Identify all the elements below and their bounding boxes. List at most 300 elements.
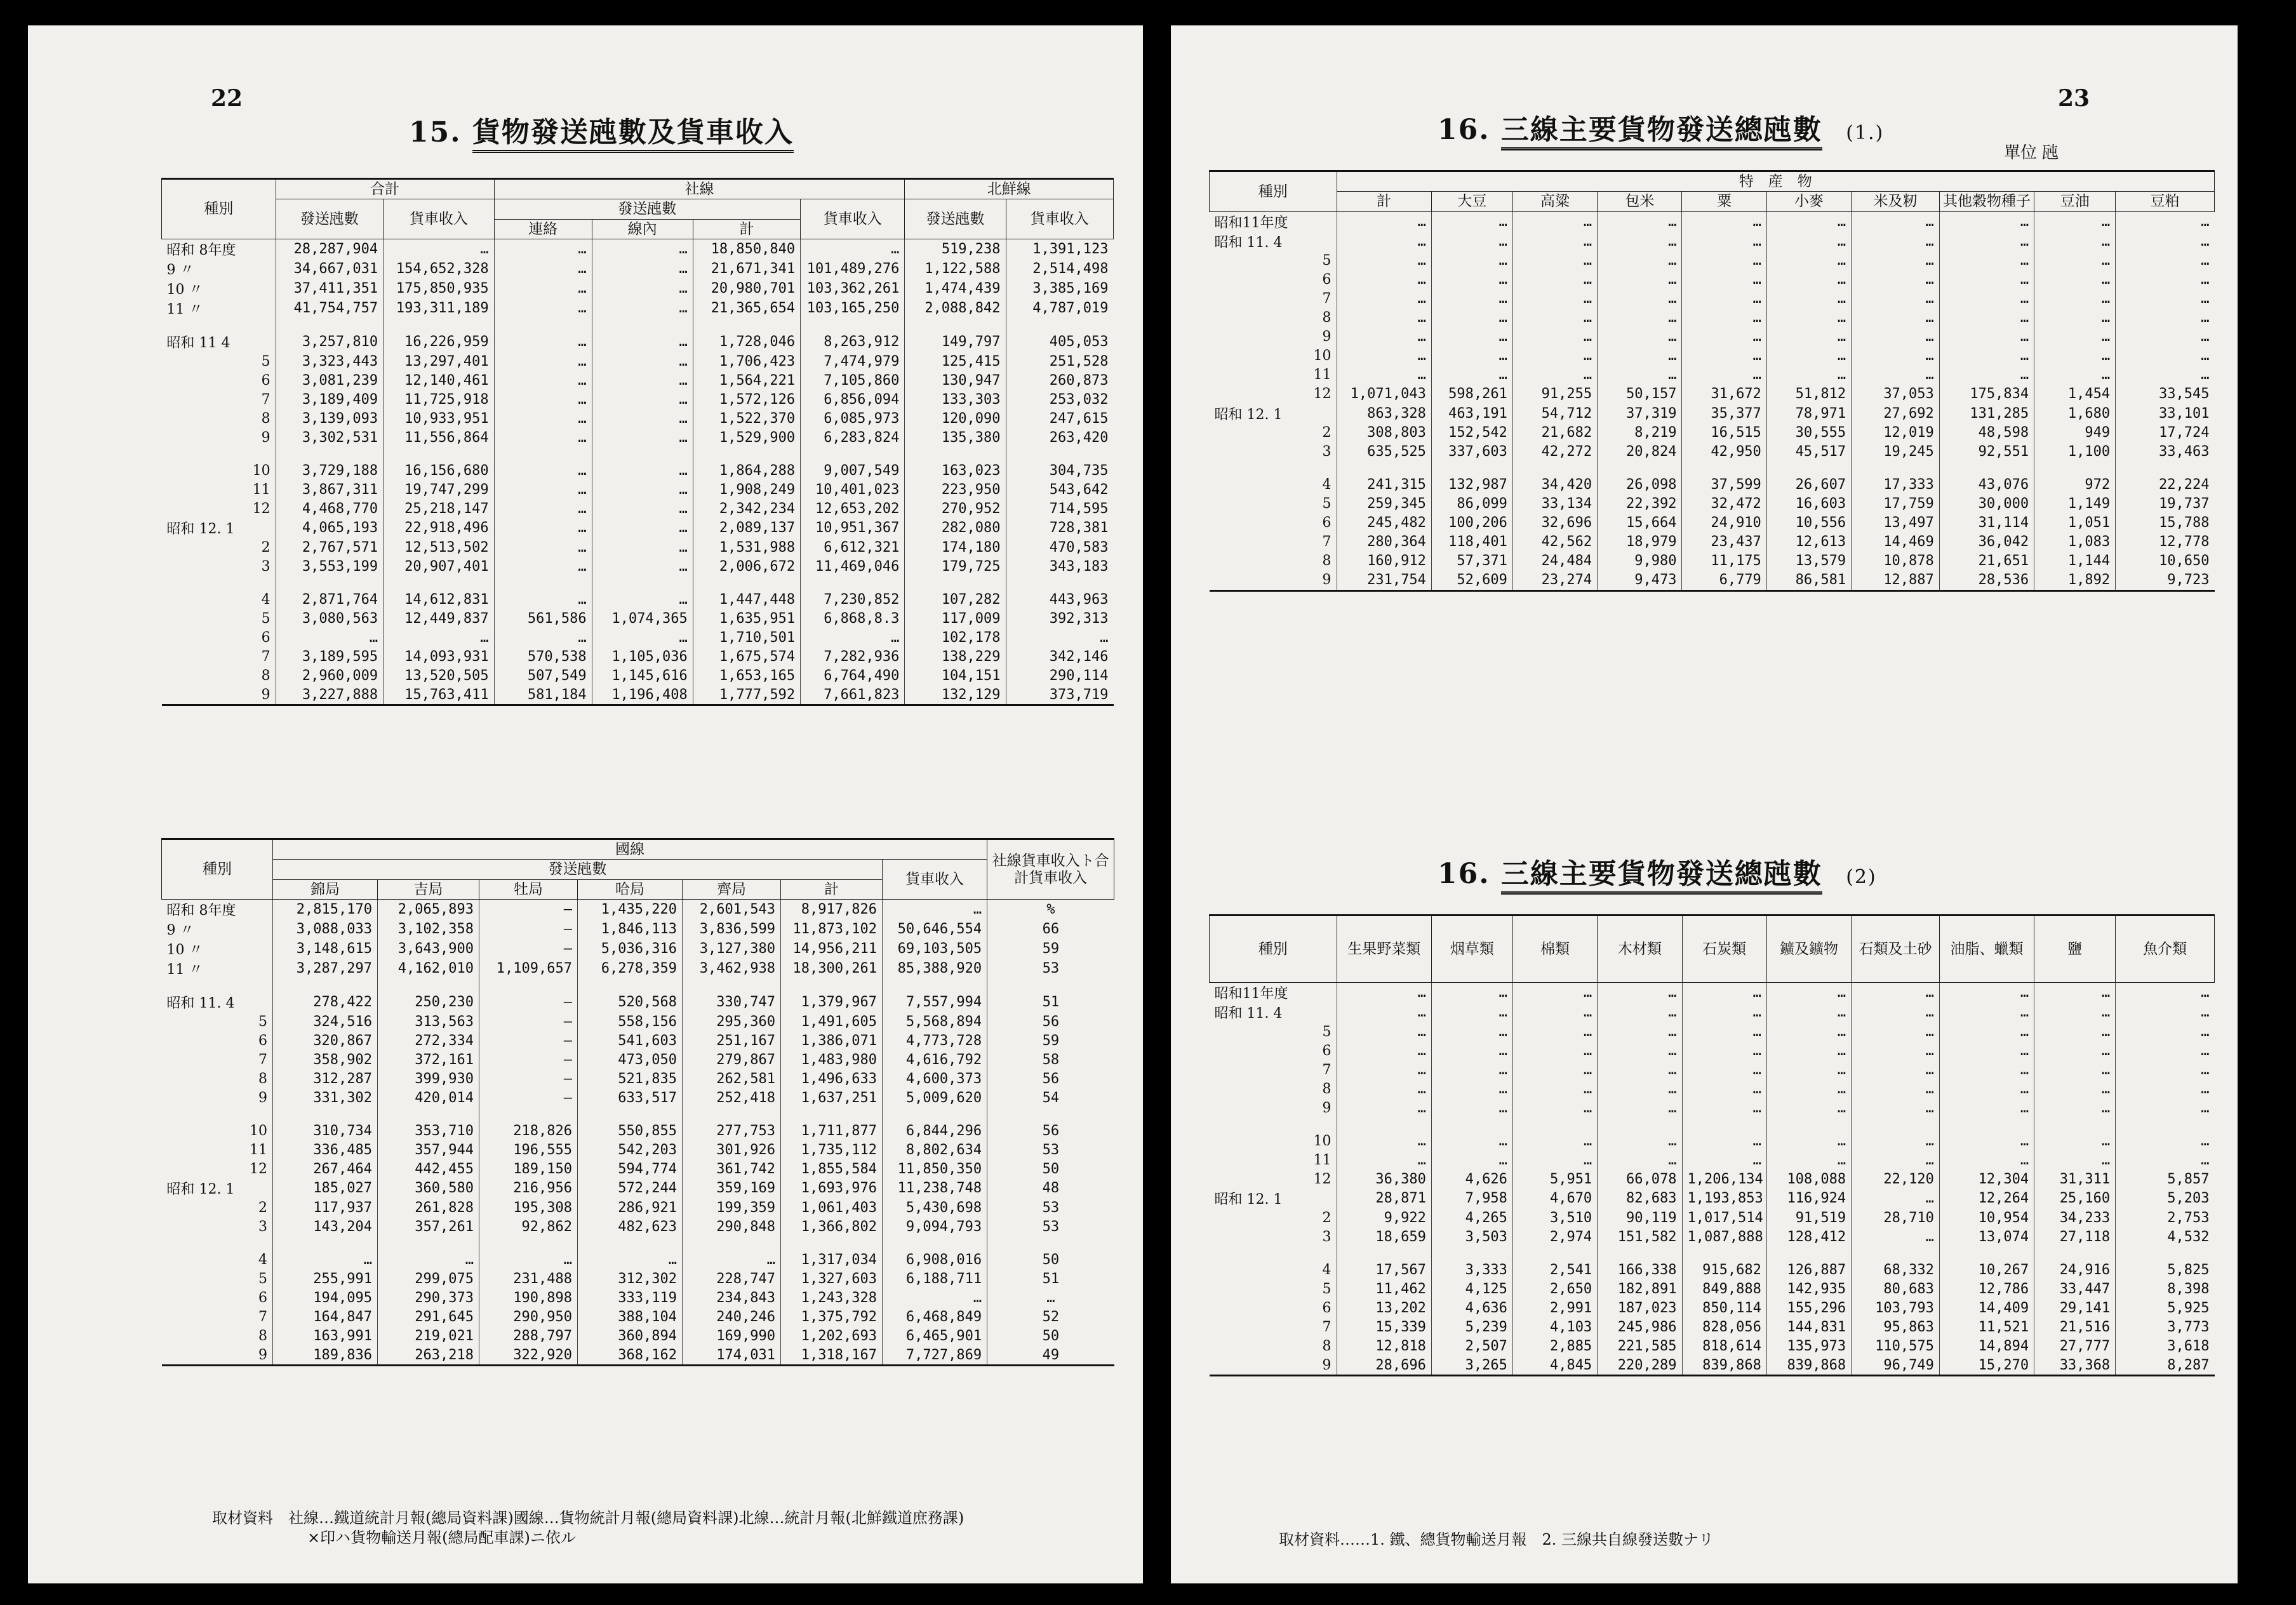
- table-cell: 2,991: [1512, 1298, 1597, 1317]
- table-row: [162, 1269, 1114, 1288]
- table-cell: 9,980: [1598, 552, 1682, 571]
- spacer-cell: [162, 576, 276, 590]
- table-cell: …: [494, 480, 592, 499]
- table15-lower-wrap: [161, 838, 1114, 1366]
- spacer-cell: [494, 576, 592, 590]
- table-cell: …: [2034, 1131, 2116, 1150]
- table-cell: 1,435,220: [578, 900, 683, 920]
- table-row: [1210, 1189, 2215, 1208]
- table-cell: 35,377: [1682, 404, 1766, 423]
- table-row: [1210, 366, 2215, 385]
- table-cell: 125,415: [905, 352, 1006, 371]
- table-row: [1210, 232, 2215, 251]
- table-cell: 126,887: [1766, 1260, 1851, 1279]
- table-cell: …: [2116, 1060, 2215, 1079]
- table-cell: 50,646,554: [883, 919, 987, 939]
- table-row: [162, 1178, 1114, 1198]
- table-row-spacer: [162, 1107, 1114, 1121]
- col-total-dispatch: 發送瓲數: [276, 199, 383, 239]
- table-cell: …: [1682, 347, 1766, 366]
- table-row: [162, 1288, 1114, 1307]
- table-cell: 1,051: [2034, 514, 2116, 533]
- table-cell: …: [592, 409, 693, 428]
- table15-number: 15.: [409, 116, 462, 149]
- table-cell: 388,104: [578, 1307, 683, 1326]
- table-cell: 3,867,311: [276, 480, 383, 499]
- table-cell: 2,514,498: [1006, 259, 1113, 279]
- table-cell: 250,230: [378, 992, 479, 1012]
- table-cell: —: [479, 900, 578, 920]
- table-cell: 4,616,792: [883, 1050, 987, 1069]
- col-company: 社線: [494, 179, 905, 199]
- table-cell: 17,567: [1337, 1260, 1431, 1279]
- table-cell: 231,754: [1337, 571, 1431, 591]
- table-row: [1210, 1317, 2215, 1336]
- table-cell: 13,074: [1939, 1227, 2034, 1246]
- table-cell: 308,803: [1337, 423, 1431, 443]
- table-cell: 251,528: [1006, 352, 1113, 371]
- table-cell: 7,230,852: [801, 590, 905, 609]
- table-cell: 849,888: [1682, 1279, 1766, 1298]
- row-label: 11: [1313, 1152, 1332, 1168]
- table-cell: 15,664: [1598, 514, 1682, 533]
- table-cell: …: [1598, 270, 1682, 290]
- table-cell: 10,401,023: [801, 480, 905, 499]
- table16a: [1209, 170, 2215, 592]
- col-16b-0: 生果野菜類: [1337, 916, 1431, 983]
- table-cell: 3,265: [1431, 1355, 1512, 1376]
- table-cell: …: [1939, 1098, 2034, 1117]
- table-cell: 11,725,918: [384, 390, 495, 409]
- table-cell: 143,204: [273, 1217, 378, 1236]
- table-cell: …: [1766, 309, 1851, 328]
- table-cell: 7,958: [1431, 1189, 1512, 1208]
- table-cell: 132,987: [1431, 476, 1512, 495]
- table-cell: …: [1337, 290, 1431, 309]
- table-cell: …: [1337, 328, 1431, 347]
- table-cell: 6,468,849: [883, 1307, 987, 1326]
- table-cell: …: [494, 518, 592, 538]
- table-cell: …: [1337, 1002, 1431, 1022]
- spacer-cell: [1512, 462, 1597, 476]
- table-cell: 3,333: [1431, 1260, 1512, 1279]
- table-cell: 6,085,973: [801, 409, 905, 428]
- table-cell: …: [1337, 347, 1431, 366]
- table-cell: …: [494, 332, 592, 352]
- table-cell: 3,618: [2116, 1336, 2215, 1355]
- table-row: [162, 518, 1114, 538]
- table-cell: 262,581: [683, 1069, 781, 1088]
- row-label: 9: [162, 685, 276, 705]
- table-cell: 2,065,893: [378, 900, 479, 920]
- table-cell: …: [2034, 1041, 2116, 1060]
- table-cell: 95,863: [1852, 1317, 1940, 1336]
- table-cell: 1,531,988: [693, 538, 800, 557]
- table-cell: 572,244: [578, 1178, 683, 1198]
- table-cell: …: [1682, 366, 1766, 385]
- table-row: [162, 1121, 1114, 1140]
- table-cell: 66,078: [1598, 1169, 1682, 1189]
- table-cell: 1,017,514: [1682, 1208, 1766, 1227]
- table-cell: 149,797: [905, 332, 1006, 352]
- table-cell: …: [1337, 211, 1431, 232]
- spacer-cell: [479, 978, 578, 992]
- table-cell: 331,302: [273, 1088, 378, 1107]
- table-cell: 1,637,251: [781, 1088, 883, 1107]
- table-cell: 3,385,169: [1006, 279, 1113, 298]
- table-cell: 33,134: [1512, 495, 1597, 514]
- table-cell: 18,850,840: [693, 239, 800, 260]
- table-cell: 33,463: [2116, 443, 2215, 462]
- table-cell: …: [1598, 328, 1682, 347]
- table-cell: 51: [987, 992, 1114, 1012]
- table-cell: …: [1682, 232, 1766, 251]
- row-label: 12: [250, 1161, 267, 1177]
- table-cell: 6,856,094: [801, 390, 905, 409]
- table-cell: 216,956: [479, 1178, 578, 1198]
- table-cell: …: [1852, 1022, 1940, 1041]
- table-cell: 4,125: [1431, 1279, 1512, 1298]
- table-cell: …: [1852, 232, 1940, 251]
- row-label: 5: [1322, 1023, 1332, 1040]
- table-cell: 5,825: [2116, 1260, 2215, 1279]
- table-cell: 13,297,401: [384, 352, 495, 371]
- table-cell: 135,380: [905, 428, 1006, 447]
- table-cell: 3,081,239: [276, 371, 383, 390]
- row-label: 昭和11年度: [1214, 215, 1288, 231]
- table15-upper: [161, 178, 1114, 706]
- spacer-cell: [1431, 1246, 1512, 1260]
- table-cell: 142,935: [1766, 1279, 1851, 1298]
- table-cell: 3,510: [1512, 1208, 1597, 1227]
- table-cell: 27,692: [1852, 404, 1940, 423]
- table-cell: 11,469,046: [801, 557, 905, 576]
- table-cell: 32,696: [1512, 514, 1597, 533]
- table-cell: 69,103,505: [883, 939, 987, 959]
- table-cell: 312,287: [273, 1069, 378, 1088]
- table-cell: 336,485: [273, 1140, 378, 1159]
- row-label: 7: [258, 1309, 267, 1325]
- table-cell: 1,635,951: [693, 609, 800, 628]
- table-cell: 2,885: [1512, 1336, 1597, 1355]
- row-label: 9 〃: [166, 922, 194, 939]
- table-row-spacer: [162, 447, 1114, 461]
- spacer-cell: [1682, 1246, 1766, 1260]
- col-16b-9: 魚介類: [2116, 916, 2215, 983]
- table-cell: 22,224: [2116, 476, 2215, 495]
- table-cell: 353,710: [378, 1121, 479, 1140]
- table-cell: 59: [987, 1031, 1114, 1050]
- row-label: 7: [1322, 1062, 1332, 1078]
- spacer-cell: [592, 576, 693, 590]
- row-label: 昭和 11. 4: [1214, 1006, 1283, 1022]
- table-cell: 241,315: [1337, 476, 1431, 495]
- table-cell: 2,088,842: [905, 298, 1006, 318]
- table-row: [162, 259, 1114, 279]
- table-cell: 272,334: [378, 1031, 479, 1050]
- table-cell: 594,774: [578, 1159, 683, 1178]
- right-page: [1171, 25, 2238, 1583]
- table-cell: 1,564,221: [693, 371, 800, 390]
- table-cell: 633,517: [578, 1088, 683, 1107]
- table-cell: …: [1337, 1098, 1431, 1117]
- table-cell: —: [479, 1050, 578, 1069]
- table16a-title-text: 三線主要貨物發送總瓲數: [1501, 114, 1822, 150]
- table-row: [162, 499, 1114, 518]
- table-cell: 234,843: [683, 1288, 781, 1307]
- row-label: 11 〃: [166, 962, 203, 978]
- table-cell: …: [1766, 366, 1851, 385]
- table-row: [1210, 1060, 2215, 1079]
- spacer-cell: [1210, 462, 1337, 476]
- table-cell: 16,156,680: [384, 461, 495, 480]
- col-harbin: 哈局: [578, 879, 683, 899]
- table-row: [162, 666, 1114, 685]
- table-cell: …: [1598, 251, 1682, 270]
- table-cell: …: [1431, 309, 1512, 328]
- table-cell: 196,555: [479, 1140, 578, 1159]
- table-cell: 96,749: [1852, 1355, 1940, 1376]
- table-row: [162, 1088, 1114, 1107]
- table-cell: …: [2116, 1041, 2215, 1060]
- table-row: [162, 557, 1114, 576]
- table-cell: 51,812: [1766, 385, 1851, 404]
- spacer-cell: [384, 318, 495, 332]
- table-row: [1210, 552, 2215, 571]
- table-cell: 260,873: [1006, 371, 1113, 390]
- spacer-cell: [276, 447, 383, 461]
- table-cell: …: [1682, 1022, 1766, 1041]
- table-row: [162, 919, 1114, 939]
- table-cell: 220,289: [1598, 1355, 1682, 1376]
- table-cell: 949: [2034, 423, 2116, 443]
- table-cell: 48: [987, 1178, 1114, 1198]
- table-cell: 33,545: [2116, 385, 2215, 404]
- table16a-title: [1438, 107, 1884, 147]
- table-cell: 245,482: [1337, 514, 1431, 533]
- table-row: [1210, 1131, 2215, 1150]
- row-label: 6: [1322, 1300, 1332, 1316]
- table-cell: 1,083: [2034, 533, 2116, 552]
- table-cell: 442,455: [378, 1159, 479, 1178]
- col-national: 國線: [273, 839, 987, 860]
- table-cell: 31,114: [1939, 514, 2034, 533]
- spacer-cell: [905, 576, 1006, 590]
- spacer-cell: [987, 978, 1114, 992]
- table-cell: …: [2116, 290, 2215, 309]
- table-cell: 91,255: [1512, 385, 1597, 404]
- table-cell: 34,233: [2034, 1208, 2116, 1227]
- table-cell: 399,930: [378, 1069, 479, 1088]
- table-cell: 5,430,698: [883, 1198, 987, 1217]
- table-cell: 54,712: [1512, 404, 1597, 423]
- table-cell: 155,296: [1766, 1298, 1851, 1317]
- table-cell: …: [592, 371, 693, 390]
- table-cell: 31,311: [2034, 1169, 2116, 1189]
- table-cell: 1,386,071: [781, 1031, 883, 1050]
- table-cell: 3,462,938: [683, 959, 781, 978]
- table-cell: 373,719: [1006, 685, 1113, 705]
- table-cell: 13,520,505: [384, 666, 495, 685]
- table-cell: 473,050: [578, 1050, 683, 1069]
- table-cell: 17,724: [2116, 423, 2215, 443]
- table-cell: …: [1337, 1079, 1431, 1098]
- table-cell: 12,778: [2116, 533, 2215, 552]
- col-kind-lower: 種別: [162, 839, 273, 900]
- table-cell: 1,693,976: [781, 1178, 883, 1198]
- table-cell: 41,754,757: [276, 298, 383, 318]
- spacer-cell: [578, 978, 683, 992]
- table-cell: 1,491,605: [781, 1012, 883, 1031]
- row-label: 8: [261, 667, 270, 684]
- table-cell: …: [1431, 211, 1512, 232]
- table-cell: 322,920: [479, 1345, 578, 1366]
- spacer-cell: [801, 318, 905, 332]
- table-cell: 12,304: [1939, 1169, 2034, 1189]
- table-cell: 1,855,584: [781, 1159, 883, 1178]
- table-cell: 195,308: [479, 1198, 578, 1217]
- row-label: 11 〃: [166, 302, 203, 318]
- row-label: 7: [1322, 534, 1332, 550]
- table-cell: 19,737: [2116, 495, 2215, 514]
- col-16a-8: 豆油: [2034, 192, 2116, 211]
- row-label: 9: [1210, 571, 1337, 591]
- spacer-cell: [2116, 1117, 2215, 1131]
- table-cell: …: [2116, 211, 2215, 232]
- spacer-cell: [987, 1107, 1114, 1121]
- table-cell: …: [2034, 1022, 2116, 1041]
- table-cell: 6,278,359: [578, 959, 683, 978]
- spacer-cell: [1006, 318, 1113, 332]
- row-label: 11: [252, 481, 270, 498]
- table-row: [1210, 385, 2215, 404]
- spacer-cell: [1337, 1117, 1431, 1131]
- col-16a-0: 計: [1337, 192, 1431, 211]
- table-cell: 15,270: [1939, 1355, 2034, 1376]
- table-cell: 187,023: [1598, 1298, 1682, 1317]
- row-label: 9: [1322, 329, 1332, 345]
- row-label: 昭和11年度: [1214, 986, 1288, 1002]
- table-cell: 52,609: [1431, 571, 1512, 591]
- table-cell: 330,747: [683, 992, 781, 1012]
- table-row: [162, 609, 1114, 628]
- table-cell: 45,517: [1766, 443, 1851, 462]
- table-cell: …: [592, 480, 693, 499]
- table-cell: 4,103: [1512, 1317, 1597, 1336]
- table-cell: 470,583: [1006, 538, 1113, 557]
- row-label: 11: [250, 1142, 267, 1158]
- table-cell: …: [1939, 1131, 2034, 1150]
- table-cell: 2,006,672: [693, 557, 800, 576]
- spacer-cell: [378, 1107, 479, 1121]
- table-cell: …: [378, 1250, 479, 1269]
- table-cell: 48,598: [1939, 423, 2034, 443]
- table-cell: …: [1512, 1150, 1597, 1169]
- table-cell: 43,076: [1939, 476, 2034, 495]
- table-cell: …: [1682, 211, 1766, 232]
- table15-upper-body: [162, 239, 1114, 705]
- table-cell: …: [1598, 1041, 1682, 1060]
- table-cell: 4,787,019: [1006, 298, 1113, 318]
- spacer-cell: [276, 576, 383, 590]
- table-cell: …: [1512, 347, 1597, 366]
- table-cell: 27,777: [2034, 1336, 2116, 1355]
- table-cell: 839,868: [1682, 1355, 1766, 1376]
- table-cell: 9,473: [1598, 571, 1682, 591]
- spacer-cell: [683, 1236, 781, 1250]
- col-16b-1: 烟草類: [1431, 916, 1512, 983]
- table-cell: 34,667,031: [276, 259, 383, 279]
- table-cell: 6,188,711: [883, 1269, 987, 1288]
- table-cell: 2,815,170: [273, 900, 378, 920]
- table-cell: 116,924: [1766, 1189, 1851, 1208]
- table-cell: …: [494, 428, 592, 447]
- table-cell: 163,023: [905, 461, 1006, 480]
- table-cell: …: [1766, 251, 1851, 270]
- table-cell: …: [1852, 1079, 1940, 1098]
- spacer-cell: [276, 318, 383, 332]
- table-cell: …: [592, 628, 693, 647]
- table-cell: …: [1852, 1150, 1940, 1169]
- table-cell: …: [1337, 1022, 1431, 1041]
- table-cell: 3,139,093: [276, 409, 383, 428]
- table-row: [162, 1031, 1114, 1050]
- table-cell: —: [479, 1012, 578, 1031]
- table-cell: 5,239: [1431, 1317, 1512, 1336]
- col-north-revenue: 貨車收入: [1006, 199, 1113, 239]
- table-cell: 86,581: [1766, 571, 1851, 591]
- table-cell: 151,582: [1598, 1227, 1682, 1246]
- table-cell: 520,568: [578, 992, 683, 1012]
- table-cell: 131,285: [1939, 404, 2034, 423]
- table-cell: 245,986: [1598, 1317, 1682, 1336]
- table-cell: 3,148,615: [273, 939, 378, 959]
- table-cell: 1,327,603: [781, 1269, 883, 1288]
- table-row: [162, 959, 1114, 978]
- table-cell: …: [494, 628, 592, 647]
- table-row: [162, 480, 1114, 499]
- table-cell: …: [494, 259, 592, 279]
- row-label: 6: [258, 1289, 267, 1306]
- table-cell: 357,944: [378, 1140, 479, 1159]
- table-cell: 288,797: [479, 1326, 578, 1345]
- spacer-cell: [479, 1236, 578, 1250]
- table-cell: 23,274: [1512, 571, 1597, 591]
- table-cell: 337,603: [1431, 443, 1512, 462]
- col-16b-8: 鹽: [2034, 916, 2116, 983]
- row-label: 8: [1322, 1338, 1332, 1354]
- table-cell: …: [1939, 1041, 2034, 1060]
- table-cell: 728,381: [1006, 518, 1113, 538]
- table-cell: …: [1512, 983, 1597, 1003]
- table-cell: …: [987, 1288, 1114, 1307]
- table-cell: 8,263,912: [801, 332, 905, 352]
- table-cell: …: [592, 239, 693, 260]
- table-cell: 333,119: [578, 1288, 683, 1307]
- spacer-cell: [378, 978, 479, 992]
- table-cell: …: [1337, 270, 1431, 290]
- spacer-cell: [162, 1107, 273, 1121]
- spacer-cell: [1682, 1117, 1766, 1131]
- table-cell: 320,867: [273, 1031, 378, 1050]
- col-16a-9: 豆粕: [2116, 192, 2215, 211]
- table-cell: 263,218: [378, 1345, 479, 1366]
- row-label: 6: [1322, 272, 1332, 288]
- table-cell: …: [2116, 366, 2215, 385]
- table-cell: 17,333: [1852, 476, 1940, 495]
- table-cell: 11,238,748: [883, 1178, 987, 1198]
- table-cell: 5,857: [2116, 1169, 2215, 1189]
